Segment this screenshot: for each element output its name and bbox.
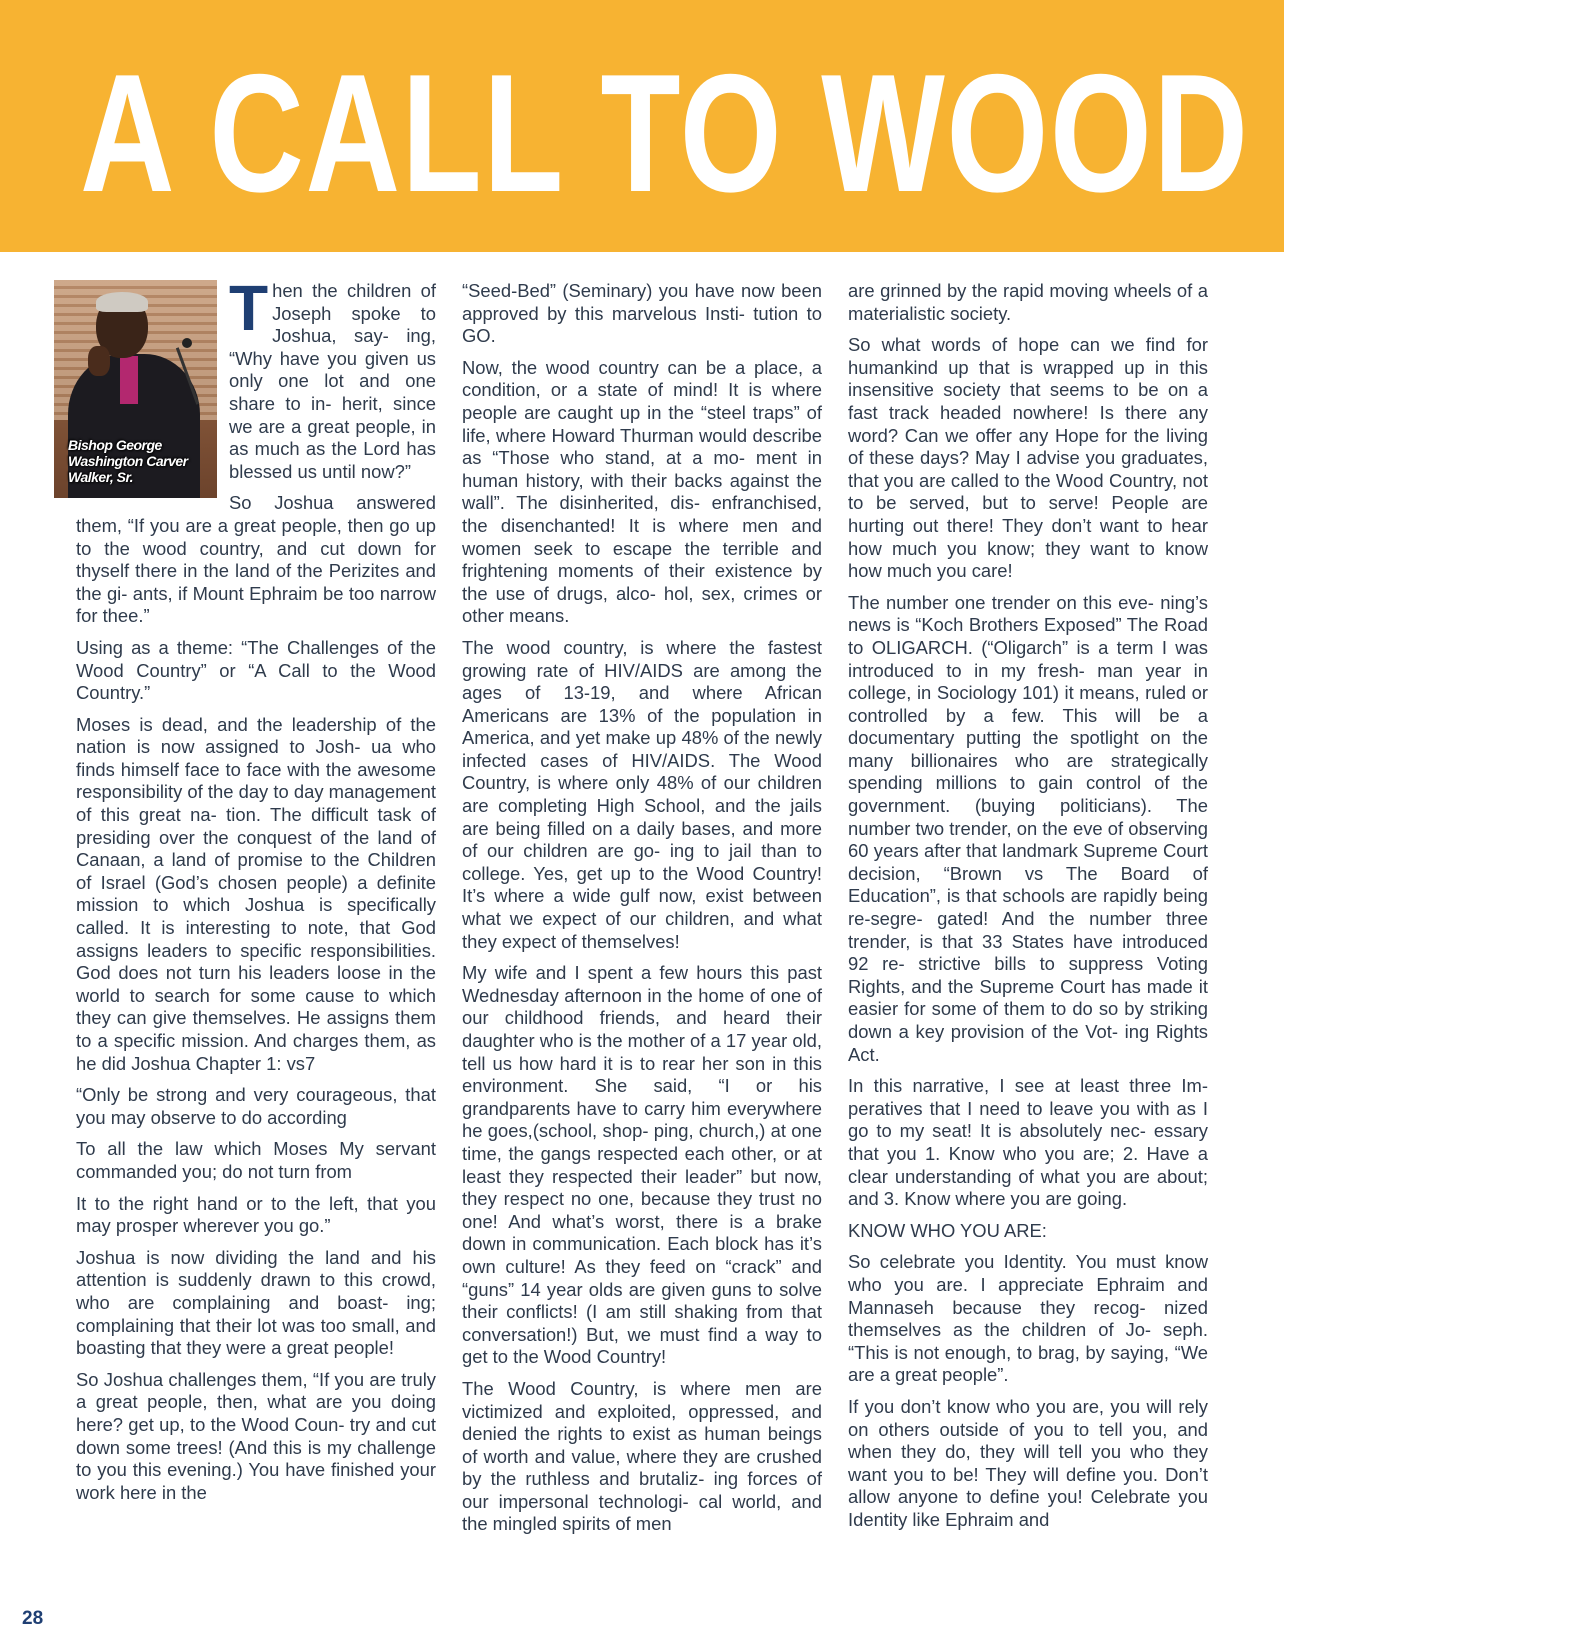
paragraph: The Wood Country, is where men are victimized and exploited, oppressed, and denied the rights to exist as human beings of worth and value, where they are crushed by the ruthless and brutaliz- ing forces of our impersonal technologi- cal world, and the mingled spirits of men (462, 1377, 822, 1535)
photo-figure-shirt (120, 356, 138, 404)
author-photo (54, 280, 217, 498)
paragraph: My wife and I spent a few hours this past Wednesday afternoon in the home of one of our childhood friends, and heard their daughter who is the mother of a 17 year old, tell us how hard it is to rear her son in this environment. She said, “I or his grandparents have to carry him everywhere he goes,(school, shop- ping, church,) at one time, the gangs respected each other, or at least they respected their leader” but now, they respect no one, because they trust no one! And what’s worst, there is a brake down in communication. Each block has it’s own culture! As they feed on “crack” and “guns” 14 year olds are given guns to solve their conflicts! (I am still shaking from that conversation!) But, we must find a way to get to the Wood Country! (462, 962, 822, 1368)
title-banner (0, 0, 1583, 252)
paragraph: In this narrative, I see at least three Im- peratives that I need to leave you with as I go to my seat! It is absolutely nec- essary that you 1. Know who you are; 2. Have a clear understanding of what you are about; and 3. Know where you are going. (848, 1075, 1208, 1210)
article-column-1 (68, 272, 436, 1513)
paragraph: “Seed-Bed” (Seminary) you have now been approved by this marvelous Insti- tution to GO. (462, 280, 822, 347)
intro-paragraph: hen the children of Joseph spoke to Joshua, say- ing, “Why have you given us only one lot and one share to in- herit, since we are a great people, in as much as the Lord has blessed us until now?” (229, 280, 436, 482)
paragraph: So Joshua challenges them, “If you are truly a great people, then, what are you doing here? get up, to the Wood Coun- try and cut down some trees! (And this is my challenge to you this evening.) You have finished your work here in the (76, 1368, 436, 1503)
paragraph: are grinned by the rapid moving wheels of a materialistic society. (848, 280, 1208, 324)
paragraph: So Joshua answered them, “If you are a great people, then go up to the wood country, and cut down for thyself there in the land of the Perizites and the gi- ants, if Mount Ephraim be too narrow for thee.” (76, 492, 436, 627)
photo-figure-hand (88, 346, 110, 376)
page-number: 28 (22, 1608, 44, 1629)
paragraph: Now, the wood country can be a place, a condition, or a state of mind! It is where people are caught up in the “steel traps” of life, where Howard Thurman would describe as “Those who stand, at a mo- ment in human history, with their backs against the wall”. The disinherited, dis- enfranchised, the disenchanted! It is where men and women seek to escape the terrible and frightening moments of their existence by the use of drugs, alco- hol, sex, crimes or other means. (462, 356, 822, 627)
paragraph: The wood country, is where the fastest growing rate of HIV/AIDS are among the ages of 13-19, and where African Americans are 13% of the population in America, and yet make up 48% of the newly infected cases of HIV/AIDS. The Wood Country, is where only 48% of our children are completing High School, and the jails are being filled on a daily bases, and more of our children are go- ing to jail than to college. Yes, get up to the Wood Country! It’s where a wide gulf now, exist between what we expect of our children, and what they expect of themselves! (462, 636, 822, 952)
paragraph: It to the right hand or to the left, that you may prosper wherever you go.” (76, 1192, 436, 1237)
photo-figure-hair (96, 292, 148, 312)
paragraph: So what words of hope can we find for humankind up that is wrapped up in this insensitive society that seems to be on a fast track headed nowhere! Is there any word? Can we offer any Hope for the living of these days? May I advise you graduates, that you are called to the Wood Country, not to be served, but to serve! People are hurting out there! They don’t want to hear how much you know; they want to know how much you care! (848, 334, 1208, 582)
paragraph: If you don’t know who you are, you will rely on others outside of you to tell you, and when they do, they will tell you who they want you to be! They will define you. Don’t allow anyone to define you! Celebrate you Identity like Ephraim and (848, 1395, 1208, 1530)
drop-cap: T (229, 272, 269, 344)
paragraph: Moses is dead, and the leadership of the nation is now assigned to Josh- ua who finds himself face to face with the awesome responsibility of the day to day management of this great na- tion. The difficult task of presiding over the conquest of the land of Canaan, a land of promise to the Children of Israel (God’s chosen people) a definite mission to which Joshua is specifically called. It is interesting to note, that God assigns leaders to specific responsibilities. God does not turn his leaders loose in the world to search for some cause to which they can give themselves. He assigns them to a specific mission. And charges them, as he did Joshua Chapter 1: vs7 (76, 713, 436, 1074)
photo-caption: Bishop George Washington Carver Walker, Sr. (68, 437, 188, 485)
article-title: A CALL TO WOOD COU (80, 39, 1583, 227)
section-heading: KNOW WHO YOU ARE: (848, 1219, 1047, 1241)
paragraph: Using as a theme: “The Challenges of the Wood Country” or “A Call to the Wood Country.” (76, 636, 436, 704)
paragraph: “Only be strong and very courageous, that you may observe to do according (76, 1084, 436, 1128)
article-column-3 (848, 280, 1208, 1540)
microphone-icon (182, 338, 192, 348)
paragraph: The number one trender on this eve- ning’s news is “Koch Brothers Exposed” The Road to OLIGARCH. (“Oligarch” is a term I was introduced to in my fresh- man year in college, in Sociology 101) it means, ruled or controlled by a few. This will be a documentary putting the spotlight on the many billionaires who are strategically spending millions to gain control of the government. (buying politicians). The number two trender, on the eve of observing 60 years after that landmark Supreme Court decision, “Brown vs The Board of Education”, is that schools are rapidly being re-segre- gated! And the number three trender, is that 33 States have introduced 92 re- strictive bills to suppress Voting Rights, and the Supreme Court has made it easier for some of them to do so by striking down a key provision of the Vot- ing Rights Act. (848, 591, 1208, 1065)
article-column-2 (462, 280, 822, 1545)
paragraph: To all the law which Moses My servant commanded you; do not turn from (76, 1138, 436, 1182)
paragraph: Joshua is now dividing the land and his attention is suddenly drawn to this crowd, who are complaining and boast- ing; complaining that their lot was too small, and boasting that they were a great people! (76, 1246, 436, 1359)
paragraph: So celebrate you Identity. You must know who you are. I appreciate Ephraim and Mannaseh because they recog- nized themselves as the children of Jo- seph. “This is not enough, to brag, by saying, “We are a great people”. (848, 1251, 1208, 1386)
